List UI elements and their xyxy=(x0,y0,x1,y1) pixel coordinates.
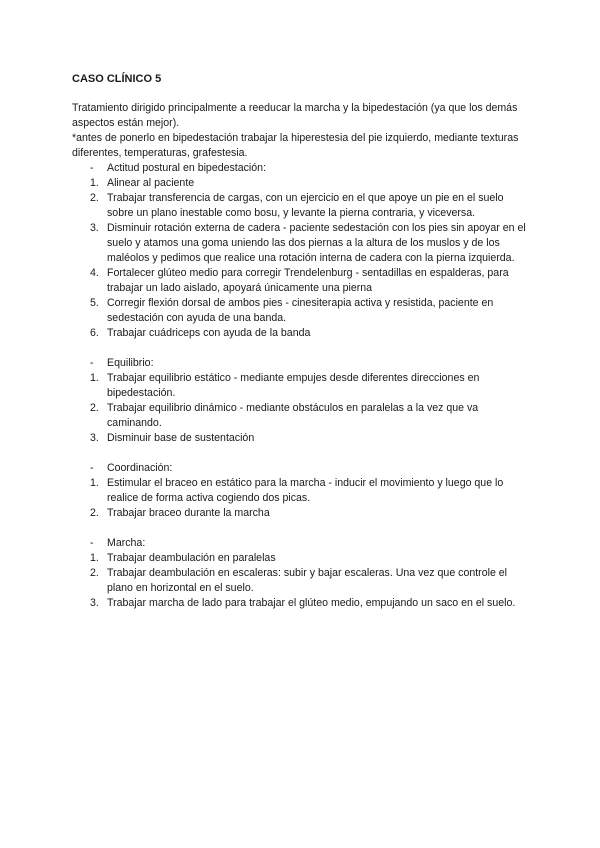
section-heading xyxy=(72,536,532,551)
list-item-text: Disminuir rotación externa de cadera - paciente sedestación con los pies sin apoyar en el suelo y atamos una goma uniendo las dos piernas a la altura de los muslos y de los maléolos y pedimos que realice una rotación interna de cadera con la pierna izquierda. xyxy=(107,222,526,264)
list-item-number: 1. xyxy=(90,477,99,489)
list-item xyxy=(72,401,532,431)
section xyxy=(72,356,532,446)
list-item xyxy=(72,221,532,266)
list-item-text: Alinear al paciente xyxy=(107,177,195,189)
list-item xyxy=(72,176,532,191)
list-item-text: Trabajar marcha de lado para trabajar el glúteo medio, empujando un saco en el suelo. xyxy=(107,597,516,609)
list-item-text: Trabajar cuádriceps con ayuda de la banda xyxy=(107,327,311,339)
list-item-text: Disminuir base de sustentación xyxy=(107,432,255,444)
sections-container xyxy=(72,161,532,611)
section-heading-text: Marcha: xyxy=(107,537,146,549)
list-item xyxy=(72,476,532,506)
list-item-number: 3. xyxy=(90,597,99,609)
list-item xyxy=(72,431,532,446)
section-bullet: - xyxy=(90,537,94,549)
list-item xyxy=(72,191,532,221)
section xyxy=(72,461,532,521)
list-item-text: Trabajar equilibrio dinámico - mediante obstáculos en paralelas a la vez que va caminando. xyxy=(107,402,479,429)
list-item xyxy=(72,326,532,341)
list-item xyxy=(72,551,532,566)
list-item-text: Corregir flexión dorsal de ambos pies - cinesiterapia activa y resistida, paciente en sedestación con ayuda de una banda. xyxy=(107,297,494,324)
section-bullet: - xyxy=(90,162,94,174)
section-heading-text: Equilibrio: xyxy=(107,357,154,369)
section-bullet: - xyxy=(90,357,94,369)
list-item-number: 4. xyxy=(90,267,99,279)
list-item-number: 2. xyxy=(90,507,99,519)
section xyxy=(72,161,532,341)
list-item-number: 2. xyxy=(90,567,99,579)
list-item-text: Trabajar deambulación en paralelas xyxy=(107,552,276,564)
list-item-number: 1. xyxy=(90,372,99,384)
list-item-number: 1. xyxy=(90,552,99,564)
list-item-text: Trabajar transferencia de cargas, con un ejercicio en el que apoye un pie en el suelo sobre un plano inestable como bosu, y levante la pierna contraria, y viceversa. xyxy=(107,192,504,219)
list-item-text: Trabajar equilibrio estático - mediante empujes desde diferentes direcciones en bipedestación. xyxy=(107,372,480,399)
section-heading-text: Coordinación: xyxy=(107,462,173,474)
list-item xyxy=(72,596,532,611)
list-item-text: Trabajar braceo durante la marcha xyxy=(107,507,270,519)
list-item xyxy=(72,566,532,596)
list-item xyxy=(72,296,532,326)
list-item-number: 2. xyxy=(90,402,99,414)
list-item-text: Estimular el braceo en estático para la marcha - inducir el movimiento y luego que lo realice de forma activa cogiendo dos picas. xyxy=(107,477,504,504)
intro-paragraph: Tratamiento dirigido principalmente a reeducar la marcha y la bipedestación (ya que los demás aspectos están mejor). xyxy=(72,102,518,129)
section-heading-text: Actitud postural en bipedestación: xyxy=(107,162,267,174)
list-item-number: 5. xyxy=(90,297,99,309)
section-bullet: - xyxy=(90,462,94,474)
list-item-number: 6. xyxy=(90,327,99,339)
section-heading xyxy=(72,461,532,476)
list-item-text: Fortalecer glúteo medio para corregir Trendelenburg - sentadillas en espalderas, para trabajar un lado aislado, apoyará únicamente una pierna xyxy=(107,267,509,294)
section-heading xyxy=(72,356,532,371)
list-item-number: 1. xyxy=(90,177,99,189)
list-item-number: 3. xyxy=(90,432,99,444)
note-paragraph: *antes de ponerlo en bipedestación trabajar la hiperestesia del pie izquierdo, mediante texturas diferentes, temperaturas, grafestesia. xyxy=(72,132,519,159)
list-item-number: 2. xyxy=(90,192,99,204)
list-item-number: 3. xyxy=(90,222,99,234)
list-item xyxy=(72,506,532,521)
document-page xyxy=(72,72,532,611)
document-title: CASO CLÍNICO 5 xyxy=(72,73,162,85)
list-item-text: Trabajar deambulación en escaleras: subir y bajar escaleras. Una vez que controle el plano en horizontal en el suelo. xyxy=(107,567,508,594)
list-item xyxy=(72,371,532,401)
section-heading xyxy=(72,161,532,176)
section xyxy=(72,536,532,611)
list-item xyxy=(72,266,532,296)
